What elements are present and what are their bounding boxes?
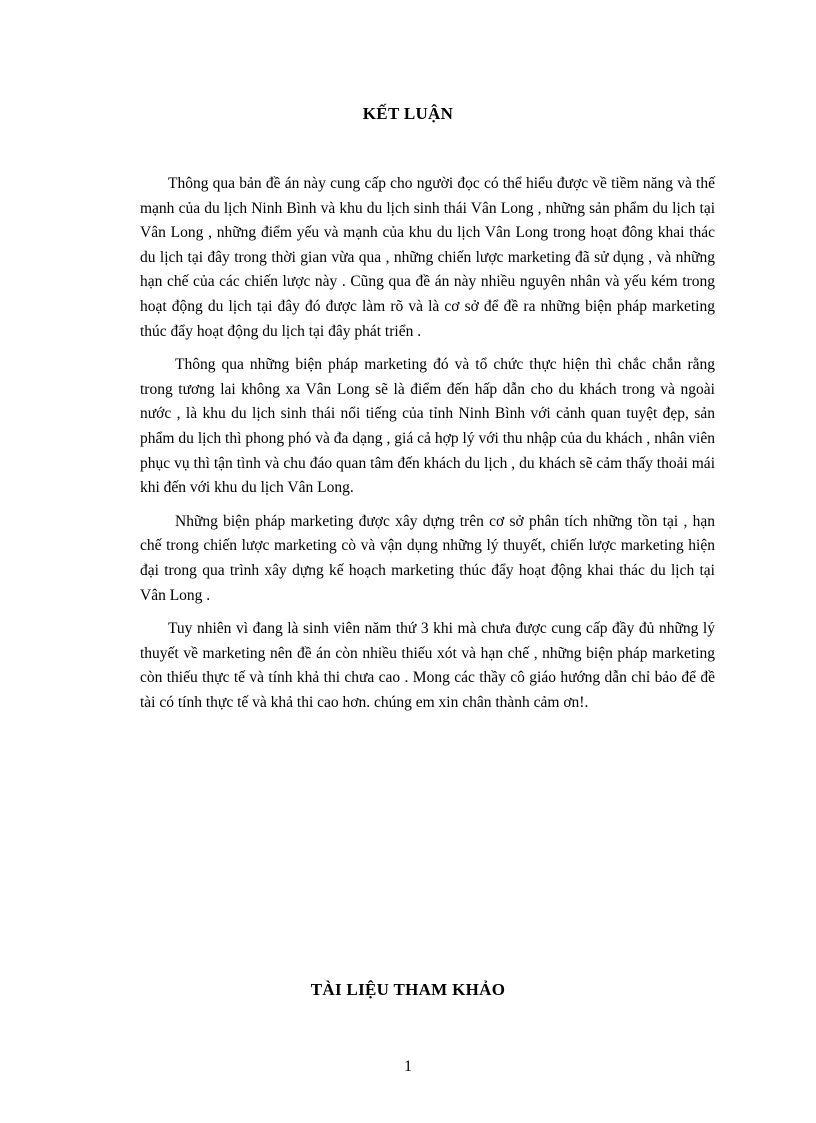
conclusion-body	[140, 172, 715, 724]
paragraph-4: Tuy nhiên vì đang là sinh viên năm thứ 3 khi mà chưa được cung cấp đầy đủ những lý thuyết về marketing nên đề án còn nhiều thiếu xót và hạn chế , những biện pháp marketing còn thiếu thực tế và tính khả thi chưa cao . Mong các thầy cô giáo hướng dẫn chỉ bảo để đề tài có tính thực tế và khả thi cao hơn. chúng em xin chân thành cảm ơn!.	[140, 620, 715, 711]
paragraph-3: Những biện pháp marketing được xây dựng trên cơ sở phân tích những tồn tại , hạn chế trong chiến lược marketing cò và vận dụng những lý thuyết, chiến lược marketing hiện đại trong qua trình xây dựng kế hoạch marketing thúc đẩy hoạt động khai thác du lịch tại Vân Long .	[140, 512, 715, 604]
conclusion-heading: KẾT LUẬN	[362, 104, 454, 123]
paragraph-1: Thông qua bản đề án này cung cấp cho người đọc có thể hiểu được về tiềm năng và thế mạnh của du lịch Ninh Bình và khu du lịch sinh thái Vân Long , những sản phẩm du lịch tại Vân Long , những điểm yếu và mạnh của khu du lịch Vân Long trong hoạt đông khai thác du lịch tại đây trong thời gian vừa qua , những chiến lược marketing đã sử dụng , và những hạn chế của các chiến lược này . Cũng qua đề án này nhiều nguyên nhân và yếu kém trong hoạt động du lịch tại đây đó được làm rõ và là cơ sở để đề ra những biện pháp marketing thúc đẩy hoạt động du lịch tại đây phát triển .	[140, 175, 715, 340]
references-heading: TÀI LIỆU THAM KHẢO	[310, 980, 506, 999]
page-number: 1	[404, 1058, 412, 1075]
paragraph-2: Thông qua những biện pháp marketing đó và tổ chức thực hiện thì chắc chắn rằng trong tương lai không xa Vân Long sẽ là điểm đến hấp dẫn cho du khách trong và ngoài nước , là khu du lịch sinh thái nổi tiếng của tỉnh Ninh Bình với cảnh quan tuyệt đẹp, sản phẩm du lịch thì phong phó và đa dạng , giá cả hợp lý với thu nhập của du khách , nhân viên phục vụ thì tận tình và chu đáo quan tâm đến khách du lịch , du khách sẽ cảm thấy thoải mái khi đến với khu du lịch Vân Long.	[140, 356, 715, 497]
